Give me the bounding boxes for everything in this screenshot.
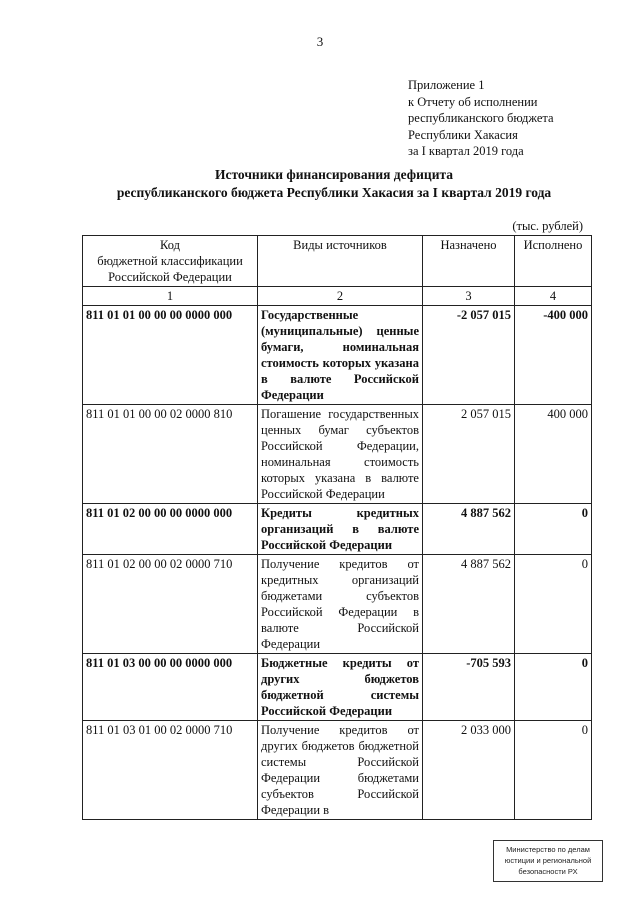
header-code-line: бюджетной классификации bbox=[97, 254, 243, 268]
row-code: 811 01 02 00 00 00 0000 000 bbox=[83, 504, 258, 555]
financing-sources-table bbox=[82, 235, 592, 820]
appendix-line: к Отчету об исполнении bbox=[408, 94, 538, 109]
registration-stamp bbox=[493, 840, 603, 882]
stamp-line: безопасности РХ bbox=[518, 867, 578, 876]
row-code: 811 01 03 01 00 02 0000 710 bbox=[83, 721, 258, 820]
row-code: 811 01 02 00 00 02 0000 710 bbox=[83, 555, 258, 654]
row-executed: -400 000 bbox=[515, 306, 592, 405]
row-code: 811 01 03 00 00 00 0000 000 bbox=[83, 654, 258, 721]
row-description: Бюджетные кредиты от других бюджетов бюджетной системы Российской Федерации bbox=[258, 654, 423, 721]
table-row bbox=[83, 555, 592, 654]
units-label: (тыс. рублей) bbox=[512, 219, 583, 233]
document-title bbox=[40, 166, 628, 202]
row-planned: 2 033 000 bbox=[423, 721, 515, 820]
row-executed: 0 bbox=[515, 555, 592, 654]
stamp-line: Министерство по делам bbox=[506, 845, 590, 854]
title-line-1: Источники финансирования дефицита bbox=[214, 167, 454, 182]
page-number: 3 bbox=[316, 34, 324, 49]
row-description: Кредиты кредитных организаций в валюте Российской Федерации bbox=[258, 504, 423, 555]
row-executed: 0 bbox=[515, 721, 592, 820]
row-planned: 4 887 562 bbox=[423, 555, 515, 654]
table-row bbox=[83, 405, 592, 504]
column-number: 4 bbox=[515, 287, 592, 306]
table-row bbox=[83, 721, 592, 820]
column-number-row bbox=[83, 287, 592, 306]
table-row bbox=[83, 306, 592, 405]
row-planned: 4 887 562 bbox=[423, 504, 515, 555]
row-description: Получение кредитов от других бюджетов бюджетной системы Российской Федерации бюджетами субъектов Российской Федерации в bbox=[258, 721, 423, 820]
column-number: 3 bbox=[423, 287, 515, 306]
row-description: Получение кредитов от кредитных организаций бюджетами субъектов Российской Федерации в валюте Российской Федерации bbox=[258, 555, 423, 654]
table-row bbox=[83, 654, 592, 721]
appendix-line: Приложение 1 bbox=[408, 78, 485, 92]
row-description: Государственные (муниципальные) ценные бумаги, номинальная стоимость которых указана в валюте Российской Федерации bbox=[258, 306, 423, 405]
column-number: 2 bbox=[258, 287, 423, 306]
appendix-note bbox=[408, 77, 554, 160]
header-type: Виды источников bbox=[258, 236, 423, 287]
row-code: 811 01 01 00 00 02 0000 810 bbox=[83, 405, 258, 504]
row-executed: 0 bbox=[515, 504, 592, 555]
header-planned: Назначено bbox=[423, 236, 515, 287]
table-header-row bbox=[83, 236, 592, 287]
table-row bbox=[83, 504, 592, 555]
row-code: 811 01 01 00 00 00 0000 000 bbox=[83, 306, 258, 405]
row-planned: -2 057 015 bbox=[423, 306, 515, 405]
row-description: Погашение государственных ценных бумаг субъектов Российской Федерации, номинальная стоимость которых указана в валюте Российской Федерации bbox=[258, 405, 423, 504]
stamp-line: юстиции и региональной bbox=[504, 856, 592, 865]
title-line-2: республиканского бюджета Республики Хакасия за I квартал 2019 года bbox=[116, 185, 552, 200]
appendix-line: Республики Хакасия bbox=[408, 127, 518, 142]
header-executed: Исполнено bbox=[515, 236, 592, 287]
row-planned: 2 057 015 bbox=[423, 405, 515, 504]
header-code bbox=[83, 236, 258, 287]
row-executed: 400 000 bbox=[515, 405, 592, 504]
column-number: 1 bbox=[83, 287, 258, 306]
header-code-line: Код bbox=[160, 238, 180, 252]
row-planned: -705 593 bbox=[423, 654, 515, 721]
header-code-line: Российской Федерации bbox=[108, 270, 232, 284]
appendix-line: за I квартал 2019 года bbox=[408, 144, 524, 158]
appendix-line: республиканского бюджета bbox=[408, 111, 554, 125]
row-executed: 0 bbox=[515, 654, 592, 721]
